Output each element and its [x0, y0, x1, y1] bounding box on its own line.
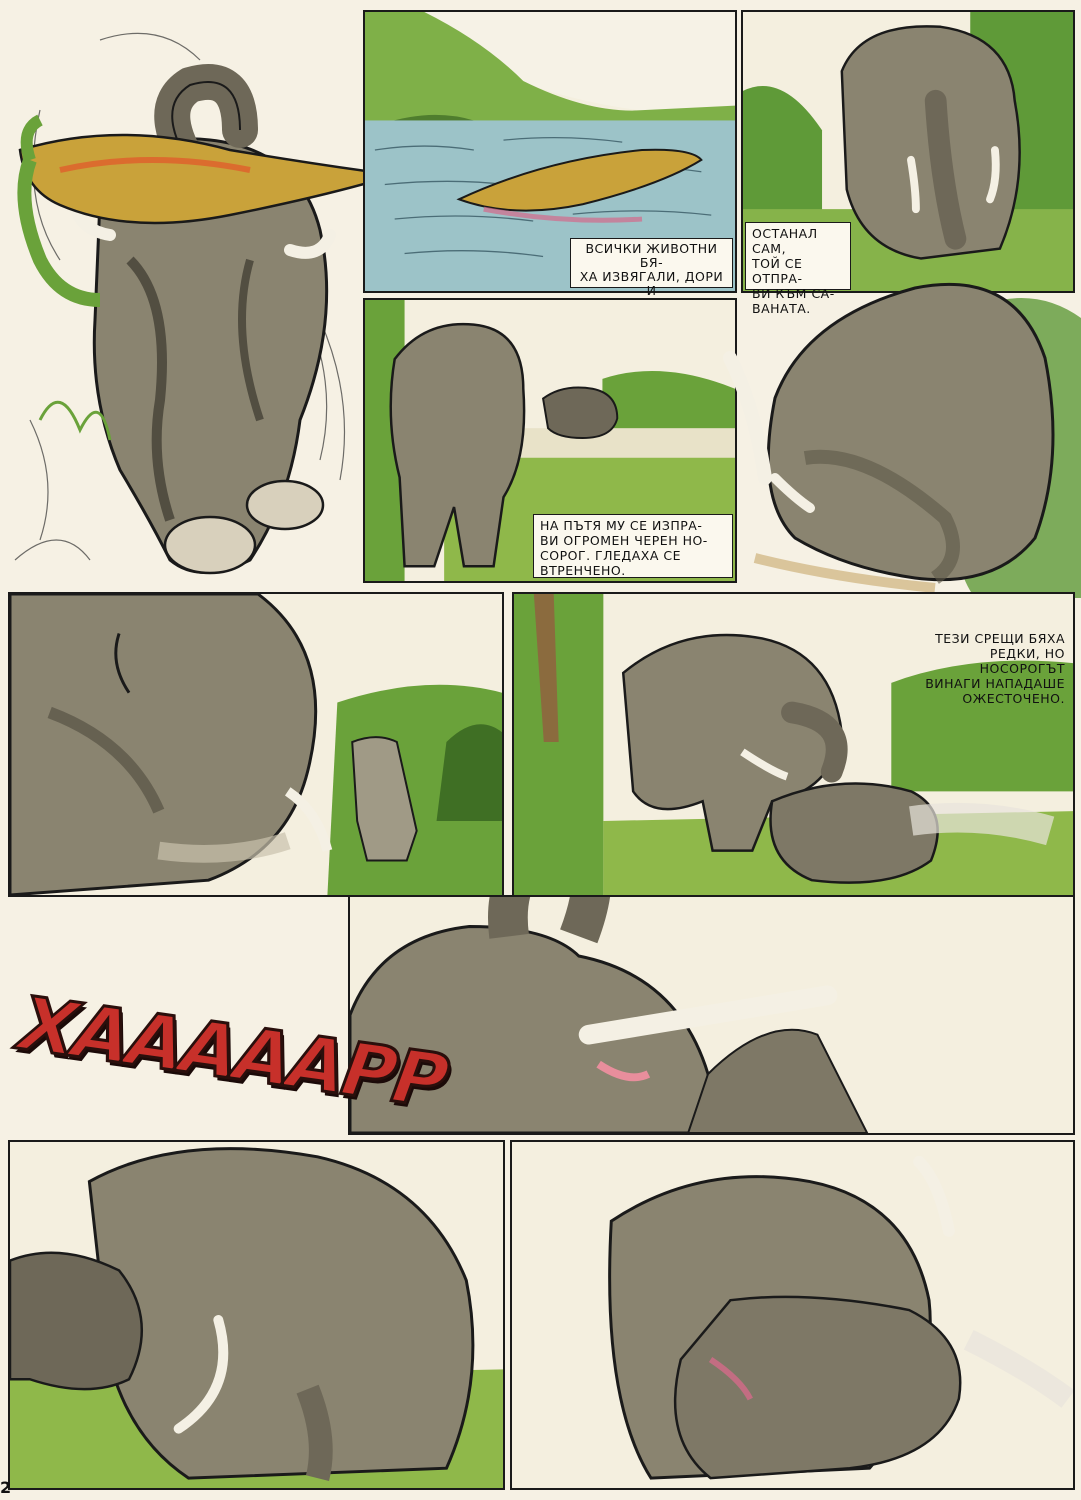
- page-number: 2: [0, 1478, 12, 1497]
- caption-on-his-way: НА ПЪТЯ МУ СЕ ИЗПРА- ВИ ОГРОМЕН ЧЕРЕН НО- СОРОГ. ГЛЕДАХА СЕ ВТРЕНЧЕНО.: [533, 514, 733, 578]
- panel-elephant-trumpeting: [348, 895, 1075, 1135]
- caption-all-animals: ВСИЧКИ ЖИВОТНИ БЯ- ХА ИЗВЯГАЛИ, ДОРИ И: [570, 238, 733, 288]
- panel-bottom-right-fight: [510, 1140, 1075, 1490]
- caption-left-alone: ОСТАНАЛ САМ, ТОЙ СЕ ОТПРА- ВИ КЪМ СА- ВАНАТА.: [745, 222, 851, 290]
- panel-elephant-running: [8, 592, 504, 897]
- sound-effect-roar: ХАААААРР: [5, 981, 459, 1125]
- rhino-charging-art: [715, 258, 1081, 598]
- caption-these-meetings: ТЕЗИ СРЕЩИ БЯХА РЕДКИ, НО НОСОРОГЪТ ВИНАГИ НАПАДАШЕ ОЖЕСТОЧЕНО.: [925, 631, 1065, 706]
- elephant-crocodile-splash: [0, 0, 365, 590]
- panel-bottom-left-fight: [8, 1140, 505, 1490]
